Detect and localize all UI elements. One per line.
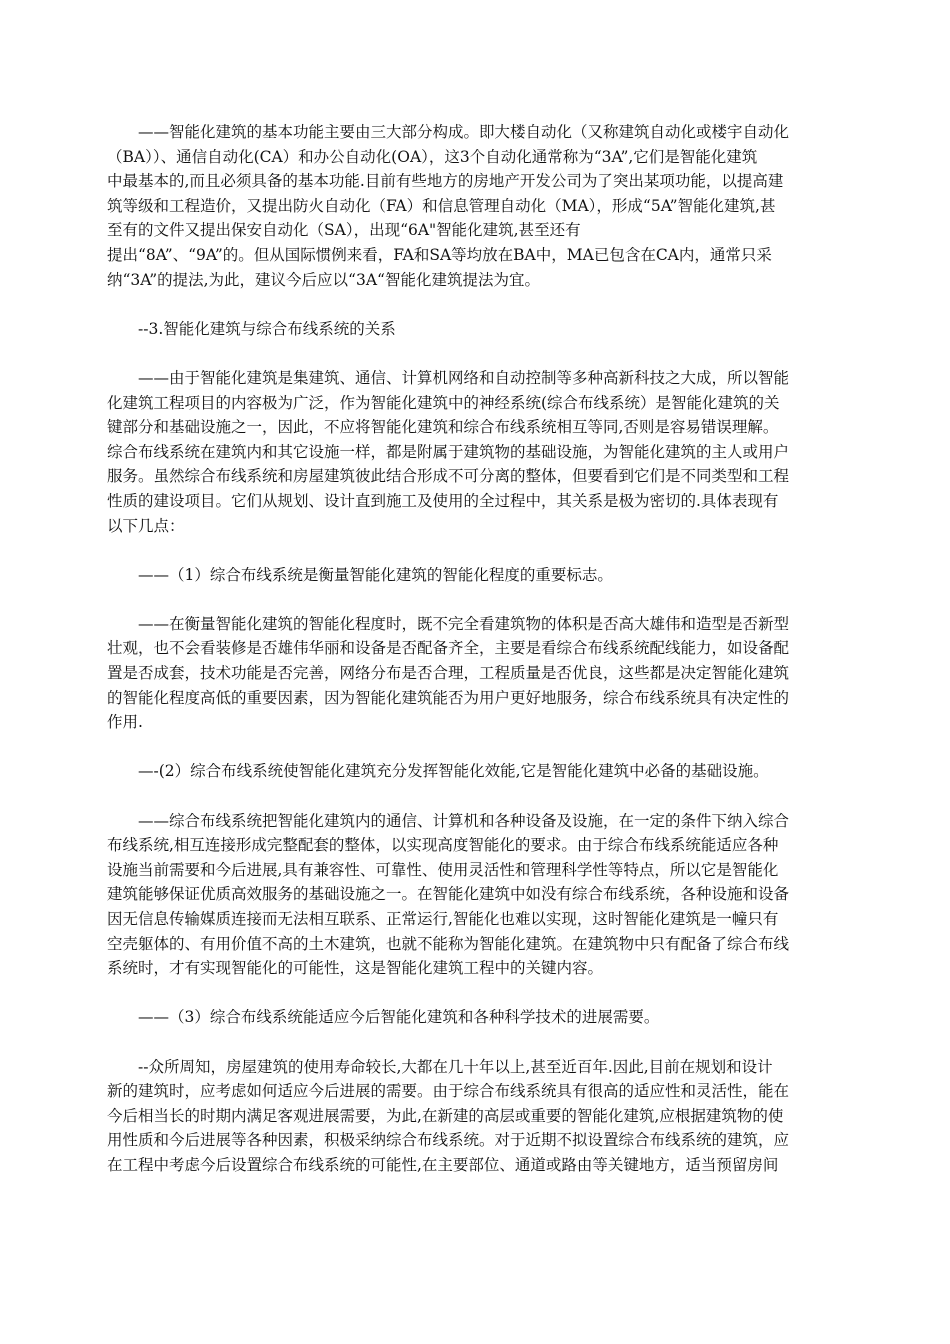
text-line: ——（1）综合布线系统是衡量智能化建筑的智能化程度的重要标志。: [107, 565, 613, 584]
text-line: 在工程中考虑今后设置综合布线系统的可能性,在主要部位、通道或路由等关键地方，适当预留房间: [107, 1155, 779, 1174]
point-3-body: [107, 1055, 851, 1178]
text-line: 新的建筑时，应考虑如何适应今后进展的需要。由于综合布线系统具有很高的适应性和灵活性，能在: [107, 1082, 790, 1101]
text-line: 置是否成套，技术功能是否完善，网络分布是否合理，工程质量是否优良，这些都是决定智能化建筑: [107, 664, 790, 683]
text-line: 筑等级和工程造价，又提出防火自动化（FA）和信息管理自动化（MA），形成“5A”智能化建筑,甚: [107, 196, 776, 215]
text-line: 中最基本的,而且必须具备的基本功能.目前有些地方的房地产开发公司为了突出某项功能，以提高建: [107, 172, 784, 191]
text-line: 空壳躯体的、有用价值不高的土木建筑，也就不能称为智能化建筑。在建筑物中只有配备了综合布线: [107, 934, 790, 953]
text-line: （BA））、通信自动化(CA）和办公自动化(OA），这3个自动化通常称为“3A”,它们是智能化建筑: [107, 147, 758, 166]
text-line: 纳“3A”的提法,为此，建议今后应以“3A“智能化建筑提法为宜。: [107, 270, 540, 289]
text-line: 布线系统,相互连接形成完整配套的整体，以实现高度智能化的要求。由于综合布线系统能适应各种: [107, 836, 779, 855]
text-line: ——综合布线系统把智能化建筑内的通信、计算机和各种设备及设施，在一定的条件下纳入综合: [107, 811, 790, 830]
text-line: 壮观，也不会看装修是否雄伟华丽和设备是否配备齐全，主要是看综合布线系统配线能力，如设备配: [107, 639, 790, 658]
text-line: 键部分和基础设施之一，因此，不应将智能化建筑和综合布线系统相互等同,否则是容易错误理解。: [107, 418, 779, 437]
text-line: 设施当前需要和今后进展,具有兼容性、可靠性、使用灵活性和管理科学性等特点，所以它是智能化: [107, 860, 779, 879]
text-line: 今后相当长的时期内满足客观进展需要，为此,在新建的高层或重要的智能化建筑,应根据建筑物的使: [107, 1106, 784, 1125]
text-line: 服务。虽然综合布线系统和房屋建筑彼此结合形成不可分离的整体，但要看到它们是不同类型和工程: [107, 467, 790, 486]
text-line: --3.智能化建筑与综合布线系统的关系: [107, 319, 396, 338]
point-1-body: [107, 612, 851, 735]
point-1-heading: [107, 563, 851, 588]
text-line: 化建筑工程项目的内容极为广泛，作为智能化建筑中的神经系统(综合布线系统）是智能化建筑的关: [107, 393, 780, 412]
text-line: 作用.: [107, 713, 143, 732]
point-2-heading: [107, 759, 851, 784]
text-line: 提出“8A”、“9A”的。但从国际惯例来看，FA和SA等均放在BA中，MA已包含在CA内，通常只采: [107, 245, 772, 264]
text-line: 的智能化程度高低的重要因素，因为智能化建筑能否为用户更好地服务，综合布线系统具有决定性的: [107, 688, 790, 707]
text-line: 以下几点：: [107, 516, 185, 535]
point-3-heading: [107, 1005, 851, 1030]
text-line: 至有的文件又提出保安自动化（SA），出现“6A"智能化建筑,甚至还有: [107, 221, 581, 240]
text-line: ——在衡量智能化建筑的智能化程度时，既不完全看建筑物的体积是否高大雄伟和造型是否新型: [107, 614, 790, 633]
text-line: ——智能化建筑的基本功能主要由三大部分构成。即大楼自动化（又称建筑自动化或楼宇自动化: [107, 123, 790, 141]
text-line: 建筑能够保证优质高效服务的基础设施之一。在智能化建筑中如没有综合布线系统，各种设施和设备: [107, 885, 790, 904]
paragraph-building-functions: [107, 120, 851, 292]
text-line: 综合布线系统在建筑内和其它设施一样，都是附属于建筑物的基础设施，为智能化建筑的主人或用户: [107, 442, 790, 461]
paragraph-relationship-intro: [107, 366, 851, 538]
text-line: ——由于智能化建筑是集建筑、通信、计算机网络和自动控制等多种高新科技之大成，所以智能: [107, 368, 790, 387]
section-heading-3: [107, 317, 851, 342]
point-2-body: [107, 809, 851, 981]
text-line: 性质的建设项目。它们从规划、设计直到施工及使用的全过程中，其关系是极为密切的.具体表现有: [107, 491, 779, 510]
text-line: --众所周知，房屋建筑的使用寿命较长,大都在几十年以上,甚至近百年.因此,目前在规划和设计: [107, 1057, 773, 1076]
text-line: 用性质和今后进展等各种因素，积极采纳综合布线系统。对于近期不拟设置综合布线系统的建筑，应: [107, 1131, 790, 1150]
text-line: —-(2）综合布线系统使智能化建筑充分发挥智能化效能,它是智能化建筑中必备的基础设施。: [107, 762, 769, 781]
text-line: 因无信息传输媒质连接而无法相互联系、正常运行,智能化也难以实现，这时智能化建筑是一幢只有: [107, 910, 779, 928]
text-line: 系统时，才有实现智能化的可能性，这是智能化建筑工程中的关键内容。: [107, 959, 604, 978]
document-page: [107, 120, 851, 1202]
text-line: ——（3）综合布线系统能适应今后智能化建筑和各种科学技术的进展需要。: [107, 1008, 660, 1027]
